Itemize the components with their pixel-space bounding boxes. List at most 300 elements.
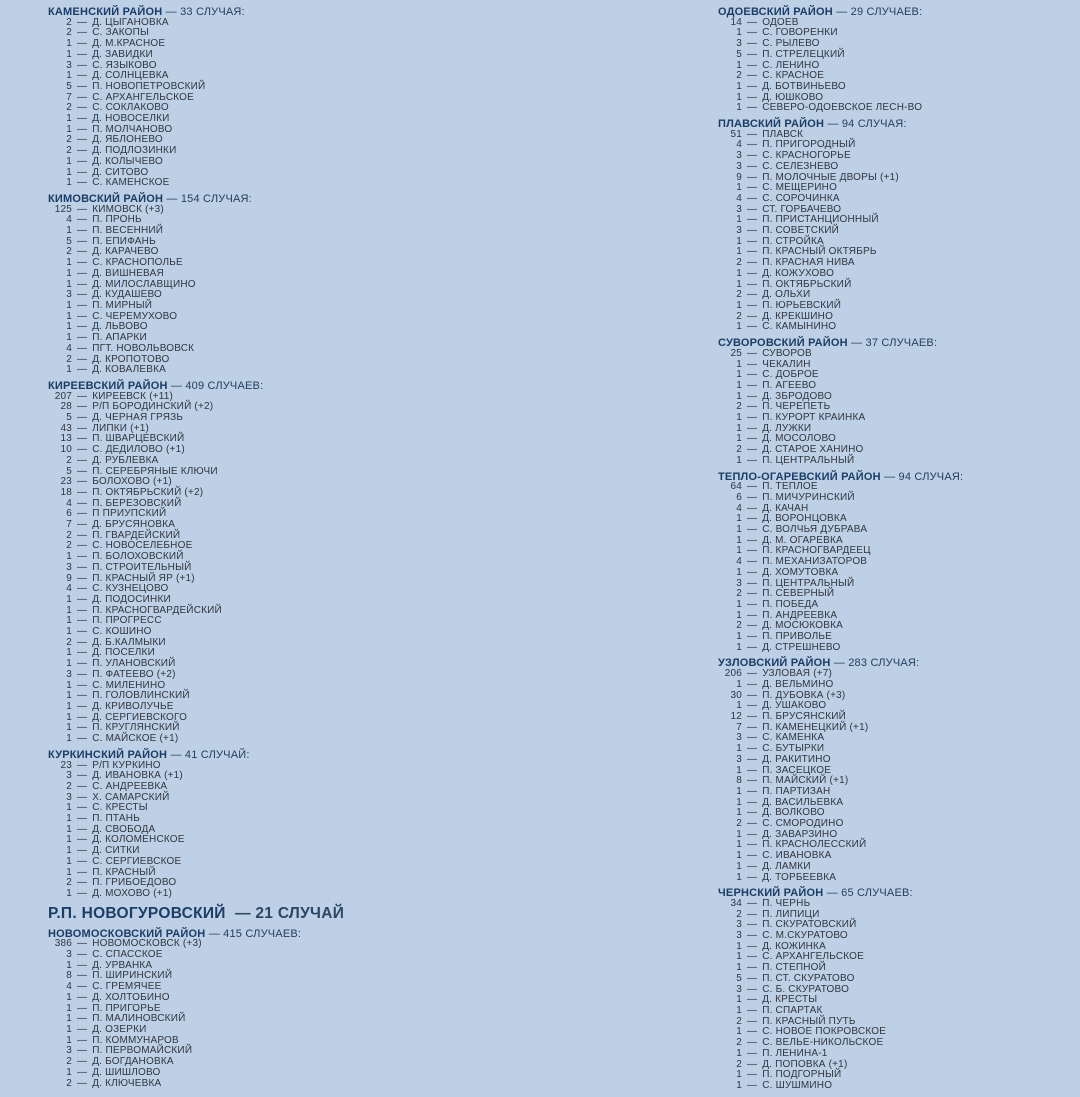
- dash-separator: —: [747, 721, 758, 733]
- settlement-name: П. МИЧУРИНСКИЙ: [762, 491, 855, 503]
- settlement-name: П. СТРОИТЕЛЬНЫЙ: [92, 561, 192, 573]
- dash-separator: —: [747, 16, 758, 28]
- case-number: 1: [736, 566, 742, 578]
- dash-separator: —: [77, 1045, 88, 1057]
- settlement-name: П. МЕХАНИЗАТОРОВ: [762, 556, 868, 568]
- settlement-name: Д. ВОЛКОВО: [762, 807, 825, 819]
- case-number: 1: [736, 524, 742, 536]
- dash-separator: —: [77, 991, 88, 1003]
- settlement-name: П. ШВАРЦЕВСКИЙ: [92, 433, 185, 445]
- district-section: [715, 472, 1055, 654]
- case-number: 4: [66, 214, 72, 226]
- case-number: 4: [736, 556, 742, 568]
- settlement-name: Д. ЧЕРНАЯ ГРЯЗЬ: [92, 412, 184, 424]
- dash-separator: —: [747, 764, 758, 776]
- dash-separator: —: [747, 347, 758, 359]
- dash-separator: —: [747, 48, 758, 60]
- dash-separator: —: [77, 91, 88, 103]
- settlement-name: С. РЫЛЕВО: [762, 38, 820, 50]
- settlement-name: П. ПРИСТАНЦИОННЫЙ: [762, 214, 879, 226]
- case-number: 4: [66, 981, 72, 993]
- dash-separator: —: [77, 604, 88, 616]
- case-number: 1: [66, 364, 72, 376]
- settlement-name: П. КРАСНЫЙ ОКТЯБРЬ: [762, 246, 877, 258]
- district-title: КИРЕЕВСКИЙ РАЙОН: [48, 379, 168, 392]
- case-number: 1: [736, 235, 742, 247]
- dash-separator: —: [747, 1069, 758, 1081]
- dash-separator: —: [77, 658, 88, 670]
- dash-separator: —: [747, 321, 758, 333]
- dash-separator: —: [77, 444, 88, 456]
- settlement-name: С. НОВОСЕЛЕБНОЕ: [92, 540, 193, 552]
- settlement-name: С. ВЕЛЬЕ-НИКОЛЬСКОЕ: [762, 1037, 884, 1049]
- dash-separator: —: [77, 733, 88, 745]
- dash-separator: —: [77, 278, 88, 290]
- dash-separator: —: [77, 877, 88, 889]
- case-number: 34: [730, 897, 742, 909]
- case-number: 3: [736, 577, 742, 589]
- dash-separator: —: [77, 1056, 88, 1068]
- settlement-name: КИРЕЕВСК (+11): [92, 390, 174, 402]
- settlement-name: Д. МОХОВО (+1): [92, 887, 173, 899]
- settlement-name: С. АРХАНГЕЛЬСКОЕ: [762, 951, 865, 963]
- dash-separator: —: [747, 481, 758, 493]
- case-number: 1: [736, 796, 742, 808]
- dash-separator: —: [77, 813, 88, 825]
- case-number: 3: [66, 949, 72, 961]
- dash-separator: —: [77, 770, 88, 782]
- dash-separator: —: [77, 401, 88, 413]
- settlement-name: П. ВЕСЕННИЙ: [92, 225, 164, 237]
- dash-separator: —: [77, 214, 88, 226]
- case-row: [715, 322, 1055, 333]
- dash-separator: —: [77, 938, 88, 950]
- settlement-name: С. ВОЛЧЬЯ ДУБРАВА: [762, 524, 868, 536]
- dash-separator: —: [77, 364, 88, 376]
- case-number: 1: [736, 422, 742, 434]
- case-row: [45, 344, 525, 355]
- case-number: 1: [736, 951, 742, 963]
- case-number: 1: [66, 802, 72, 814]
- settlement-name: Д. ТОРБЕЕВКА: [762, 871, 837, 883]
- dash-separator: —: [77, 310, 88, 322]
- dash-separator: —: [747, 919, 758, 931]
- dash-separator: —: [747, 390, 758, 402]
- dash-separator: —: [747, 1079, 758, 1091]
- dash-separator: —: [77, 722, 88, 734]
- case-number: 4: [736, 192, 742, 204]
- dash-separator: —: [77, 59, 88, 71]
- case-number: 5: [66, 412, 72, 424]
- settlement-name: П. КРАСНАЯ НИВА: [762, 257, 855, 269]
- settlement-name: С. ШУШМИНО: [762, 1079, 833, 1091]
- dash-separator: —: [77, 235, 88, 247]
- dash-separator: —: [747, 160, 758, 172]
- case-number: 1: [736, 1004, 742, 1016]
- dash-separator: —: [77, 593, 88, 605]
- case-number: 1: [736, 828, 742, 840]
- settlement-name: П. СЕВЕРНЫЙ: [762, 588, 835, 600]
- settlement-name: П. ПОДГОРНЫЙ: [762, 1069, 842, 1081]
- case-number: 7: [736, 721, 742, 733]
- case-number: 1: [66, 332, 72, 344]
- dash-separator: —: [77, 1077, 88, 1089]
- dash-separator: —: [77, 647, 88, 659]
- settlement-name: Д. ВОРОНЦОВКА: [762, 513, 847, 525]
- settlement-name: П. СТЕПНОЙ: [762, 962, 826, 974]
- dash-separator: —: [77, 855, 88, 867]
- settlement-name: С. КУЗНЕЦОВО: [92, 583, 169, 595]
- case-number: 1: [736, 994, 742, 1006]
- dash-separator: —: [747, 807, 758, 819]
- case-count-label: — 409 СЛУЧАЕВ:: [170, 379, 264, 392]
- settlement-name: П. СТ. СКУРАТОВО: [762, 972, 855, 984]
- case-number: 3: [66, 791, 72, 803]
- dash-separator: —: [77, 203, 88, 215]
- case-number: 1: [736, 534, 742, 546]
- case-row: [715, 680, 1055, 691]
- case-number: 4: [66, 497, 72, 509]
- case-number: 23: [60, 759, 72, 771]
- case-number: 12: [730, 711, 742, 722]
- dash-separator: —: [77, 561, 88, 573]
- dash-separator: —: [77, 981, 88, 993]
- case-number: 1: [736, 743, 742, 755]
- dash-separator: —: [77, 390, 88, 402]
- case-number: 18: [60, 486, 72, 498]
- settlement-name: Д. ПОСЕЛКИ: [92, 647, 155, 659]
- dash-separator: —: [77, 342, 88, 354]
- settlement-name: С. КАМЕНСКОЕ: [92, 177, 170, 189]
- settlement-name: П. ПРИГОРЬЕ: [92, 1002, 161, 1014]
- settlement-name: П ПРИУПСКИЙ: [92, 508, 167, 520]
- settlement-name: Д. ХОЛТОБИНО: [92, 991, 170, 1003]
- dash-separator: —: [77, 476, 88, 488]
- dash-separator: —: [747, 839, 758, 851]
- settlement-name: П. КРАСНОГВАРДЕЙСКИЙ: [92, 604, 222, 616]
- dash-separator: —: [747, 828, 758, 840]
- settlement-name: Д. ЗАВАРЗИНО: [762, 828, 838, 840]
- settlement-name: П. СТРЕЛЕЦКИЙ: [762, 48, 845, 60]
- settlement-name: П. ГОЛОВЛИНСКИЙ: [92, 690, 190, 702]
- settlement-name: Д. КРИВОЛУЧЬЕ: [92, 701, 174, 712]
- case-number: 1: [66, 1066, 72, 1078]
- case-number: 1: [736, 299, 742, 311]
- dash-separator: —: [77, 225, 88, 237]
- case-count-label: — 29 СЛУЧАЕВ:: [836, 6, 923, 18]
- case-number: 2: [66, 454, 72, 466]
- case-number: 5: [736, 972, 742, 984]
- settlement-name: Д. СТАРОЕ ХАНИНО: [762, 444, 864, 456]
- district-section: [715, 888, 1055, 1091]
- dash-separator: —: [77, 519, 88, 531]
- case-number: 206: [724, 668, 742, 680]
- district-title: СУВОРОВСКИЙ РАЙОН: [718, 337, 848, 350]
- dash-separator: —: [77, 289, 88, 301]
- settlement-name: Д. СИТОВО: [92, 166, 149, 178]
- case-number: 1: [736, 246, 742, 258]
- case-row: [715, 755, 1055, 766]
- settlement-name: П. СОВЕТСКИЙ: [762, 225, 839, 237]
- case-number: 4: [736, 139, 742, 151]
- district-title: КУРКИНСКИЙ РАЙОН: [48, 748, 168, 761]
- settlement-name: Д. ИВАНОВКА (+1): [92, 770, 183, 782]
- dash-separator: —: [77, 791, 88, 803]
- dash-separator: —: [747, 444, 758, 456]
- settlement-name: С. ГРЕМЯЧЕЕ: [92, 981, 162, 993]
- right-column: [715, 7, 1055, 1097]
- settlement-name: Д. СОЛНЦЕВКА: [92, 70, 169, 82]
- dash-separator: —: [747, 150, 758, 162]
- case-number: 1: [736, 80, 742, 92]
- case-number: 1: [736, 631, 742, 643]
- settlement-name: С. КАМЫНИНО: [762, 321, 837, 333]
- dash-separator: —: [747, 246, 758, 258]
- dash-separator: —: [747, 433, 758, 445]
- case-number: 1: [736, 412, 742, 424]
- dash-separator: —: [747, 668, 758, 680]
- case-number: 3: [736, 919, 742, 931]
- district-section: [715, 119, 1055, 333]
- case-number: 386: [54, 938, 72, 950]
- settlement-name: С. АРХАНГЕЛЬСКОЕ: [92, 91, 195, 103]
- dash-separator: —: [77, 1013, 88, 1025]
- case-number: 1: [736, 433, 742, 445]
- dash-separator: —: [747, 299, 758, 311]
- dash-separator: —: [77, 433, 88, 445]
- dash-separator: —: [77, 486, 88, 498]
- dash-separator: —: [77, 615, 88, 627]
- case-number: 2: [736, 310, 742, 322]
- case-number: 3: [736, 930, 742, 942]
- case-number: 2: [736, 908, 742, 920]
- settlement-name: П. БОЛОХОВСКИЙ: [92, 551, 184, 563]
- case-number: 207: [54, 390, 72, 402]
- dash-separator: —: [747, 983, 758, 995]
- settlement-name: Д. ЮШКОВО: [762, 91, 824, 103]
- case-number: 2: [736, 401, 742, 413]
- settlement-name: С. СОРОЧИНКА: [762, 192, 840, 204]
- case-count-label: — 415 СЛУЧАЕВ:: [208, 927, 302, 940]
- settlement-name: С. КРАСНОЕ: [762, 70, 825, 82]
- case-number: 1: [66, 1002, 72, 1014]
- case-number: 1: [736, 807, 742, 819]
- district-title: КИМОВСКИЙ РАЙОН: [48, 192, 164, 205]
- case-number: 5: [66, 235, 72, 247]
- case-number: 1: [66, 834, 72, 846]
- settlement-name: С. Б. СКУРАТОВО: [762, 983, 850, 995]
- settlement-name: П. НОВОПЕТРОВСКИЙ: [92, 80, 206, 92]
- dash-separator: —: [747, 1026, 758, 1038]
- case-number: 1: [66, 813, 72, 825]
- settlement-name: П. МАЛИНОВСКИЙ: [92, 1013, 186, 1025]
- dash-separator: —: [747, 422, 758, 434]
- case-number: 1: [736, 59, 742, 71]
- settlement-name: П. КАМЕНЕЦКИЙ (+1): [762, 721, 869, 733]
- settlement-name: С. МЕЩЕРИНО: [762, 182, 838, 194]
- dash-separator: —: [747, 38, 758, 50]
- settlement-name: П. КУРОРТ КРАИНКА: [762, 412, 866, 424]
- settlement-name: П. КРАСНЫЙ ПУТЬ: [762, 1015, 856, 1027]
- settlement-name: С. АНДРЕЕВКА: [92, 780, 168, 792]
- dash-separator: —: [77, 949, 88, 961]
- dash-separator: —: [747, 524, 758, 536]
- settlement-name: П. КРАСНОГВАРДЕЕЦ: [762, 545, 871, 557]
- settlement-name: П. КРАСНЫЙ ЯР (+1): [92, 572, 195, 584]
- settlement-name: Д. КЛЮЧЕВКА: [92, 1077, 162, 1089]
- case-number: 6: [66, 508, 72, 520]
- settlement-name: П. ЧЕРЕПЕТЬ: [762, 401, 831, 413]
- dash-separator: —: [77, 1066, 88, 1078]
- dash-separator: —: [77, 102, 88, 114]
- case-row: [45, 563, 525, 574]
- settlement-name: Д. УШАКОВО: [762, 700, 827, 712]
- settlement-name: С. СПАССКОЕ: [92, 949, 163, 961]
- dash-separator: —: [747, 267, 758, 279]
- dash-separator: —: [77, 529, 88, 541]
- dash-separator: —: [77, 422, 88, 434]
- dash-separator: —: [77, 123, 88, 135]
- dash-separator: —: [77, 866, 88, 878]
- settlement-name: П. ОКТЯБРЬСКИЙ (+2): [92, 486, 204, 498]
- settlement-name: СУВОРОВ: [762, 347, 812, 359]
- district-section: [715, 658, 1055, 883]
- settlement-name: Д. ЛЬВОВО: [92, 321, 148, 333]
- settlement-name: Д. ОЗЕРКИ: [92, 1023, 147, 1035]
- settlement-name: С. СЕЛЕЗНЕВО: [762, 160, 839, 172]
- case-row: [715, 1081, 1055, 1092]
- case-number: 1: [736, 545, 742, 557]
- case-number: 1: [66, 177, 72, 189]
- district-title: НОВОМОСКОВСКИЙ РАЙОН: [48, 927, 206, 940]
- district-section: [715, 338, 1055, 466]
- dash-separator: —: [747, 962, 758, 974]
- district-section: [45, 381, 525, 745]
- case-number: 1: [736, 641, 742, 653]
- dash-separator: —: [77, 177, 88, 189]
- dash-separator: —: [747, 225, 758, 237]
- case-number: 1: [66, 1023, 72, 1035]
- dash-separator: —: [77, 155, 88, 167]
- settlement-name: С. М.СКУРАТОВО: [762, 930, 848, 942]
- dash-separator: —: [77, 1023, 88, 1035]
- case-number: 2: [736, 1015, 742, 1027]
- dash-separator: —: [77, 332, 88, 344]
- dash-separator: —: [747, 128, 758, 140]
- settlement-name: С. КОШИНО: [92, 626, 152, 638]
- settlement-name: Д. ЦЫГАНОВКА: [92, 16, 169, 28]
- section-header: [45, 750, 525, 761]
- case-number: 1: [736, 700, 742, 712]
- settlement-name: БОЛОХОВО (+1): [92, 476, 172, 488]
- case-number: 1: [736, 1079, 742, 1091]
- settlement-name: Д. НОВОСЕЛКИ: [92, 113, 170, 125]
- settlement-name: П. КРАСНОЛЕССКИЙ: [762, 839, 867, 851]
- case-number: 1: [736, 27, 742, 39]
- settlement-name: Д. ЯБЛОНЕВО: [92, 134, 163, 146]
- case-number: 1: [66, 551, 72, 563]
- case-number: 64: [730, 481, 742, 493]
- settlement-name: П. ЦЕНТРАЛЬНЫЙ: [762, 577, 855, 589]
- settlement-name: П. ТЕПЛОЕ: [762, 481, 818, 493]
- case-number: 1: [736, 379, 742, 391]
- dash-separator: —: [747, 689, 758, 701]
- case-number: 1: [66, 722, 72, 734]
- dash-separator: —: [77, 583, 88, 595]
- settlement-name: П. КРУГЛЯНСКИЙ: [92, 722, 180, 734]
- settlement-name: П. ОКТЯБРЬСКИЙ: [762, 278, 852, 290]
- dash-separator: —: [747, 860, 758, 872]
- case-number: 5: [66, 465, 72, 477]
- case-number: 2: [736, 818, 742, 830]
- dash-separator: —: [77, 246, 88, 258]
- case-row: [715, 269, 1055, 280]
- case-number: 2: [66, 1056, 72, 1068]
- dash-separator: —: [77, 540, 88, 552]
- settlement-name: Д. М.КРАСНОЕ: [92, 38, 166, 50]
- case-row: [715, 103, 1055, 114]
- dash-separator: —: [747, 171, 758, 183]
- case-number: 30: [730, 689, 742, 701]
- case-row: [45, 734, 525, 745]
- case-number: 9: [736, 171, 742, 183]
- case-number: 43: [60, 422, 72, 434]
- case-row: [715, 349, 1055, 360]
- case-number: 2: [736, 444, 742, 456]
- settlement-name: Д. МОСЮКОВКА: [762, 620, 844, 632]
- case-number: 3: [736, 203, 742, 215]
- district-section: [45, 929, 525, 1090]
- dash-separator: —: [747, 80, 758, 92]
- settlement-name: П. БРУСЯНСКИЙ: [762, 711, 846, 722]
- district-title: ПЛАВСКИЙ РАЙОН: [718, 118, 825, 131]
- case-count-label: — 94 СЛУЧАЯ:: [884, 470, 964, 483]
- dash-separator: —: [747, 235, 758, 247]
- district-section: [45, 7, 525, 189]
- settlement-name: Д. ВЕЛЬМИНО: [762, 678, 834, 690]
- case-number: 1: [66, 887, 72, 899]
- dash-separator: —: [77, 145, 88, 157]
- dash-separator: —: [77, 845, 88, 857]
- settlement-name: НОВОМОСКОВСК (+3): [92, 938, 202, 950]
- case-number: 1: [736, 278, 742, 290]
- case-number: 1: [736, 764, 742, 776]
- case-number: 2: [66, 145, 72, 157]
- case-row: [45, 1079, 525, 1090]
- dash-separator: —: [77, 636, 88, 648]
- dash-separator: —: [747, 278, 758, 290]
- dash-separator: —: [747, 796, 758, 808]
- case-number: 1: [736, 369, 742, 381]
- settlement-name: С. КРЕСТЫ: [92, 802, 148, 814]
- dash-separator: —: [747, 908, 758, 920]
- settlement-name: Д. ШИШЛОВО: [92, 1066, 161, 1078]
- case-number: 1: [736, 678, 742, 690]
- settlement-name: КИМОВСК (+3): [92, 203, 164, 215]
- dash-separator: —: [77, 80, 88, 92]
- case-number: 1: [66, 866, 72, 878]
- dash-separator: —: [747, 940, 758, 952]
- dash-separator: —: [747, 641, 758, 653]
- dash-separator: —: [747, 930, 758, 942]
- dash-separator: —: [77, 70, 88, 82]
- dash-separator: —: [747, 1037, 758, 1049]
- settlement-name: ЛИПКИ (+1): [92, 422, 149, 434]
- district-section: [45, 750, 525, 900]
- settlement-name: Д. КОЖУХОВО: [762, 267, 835, 279]
- settlement-name: П. АПАРКИ: [92, 332, 147, 344]
- settlement-name: П. ПРИГОРОДНЫЙ: [762, 139, 856, 151]
